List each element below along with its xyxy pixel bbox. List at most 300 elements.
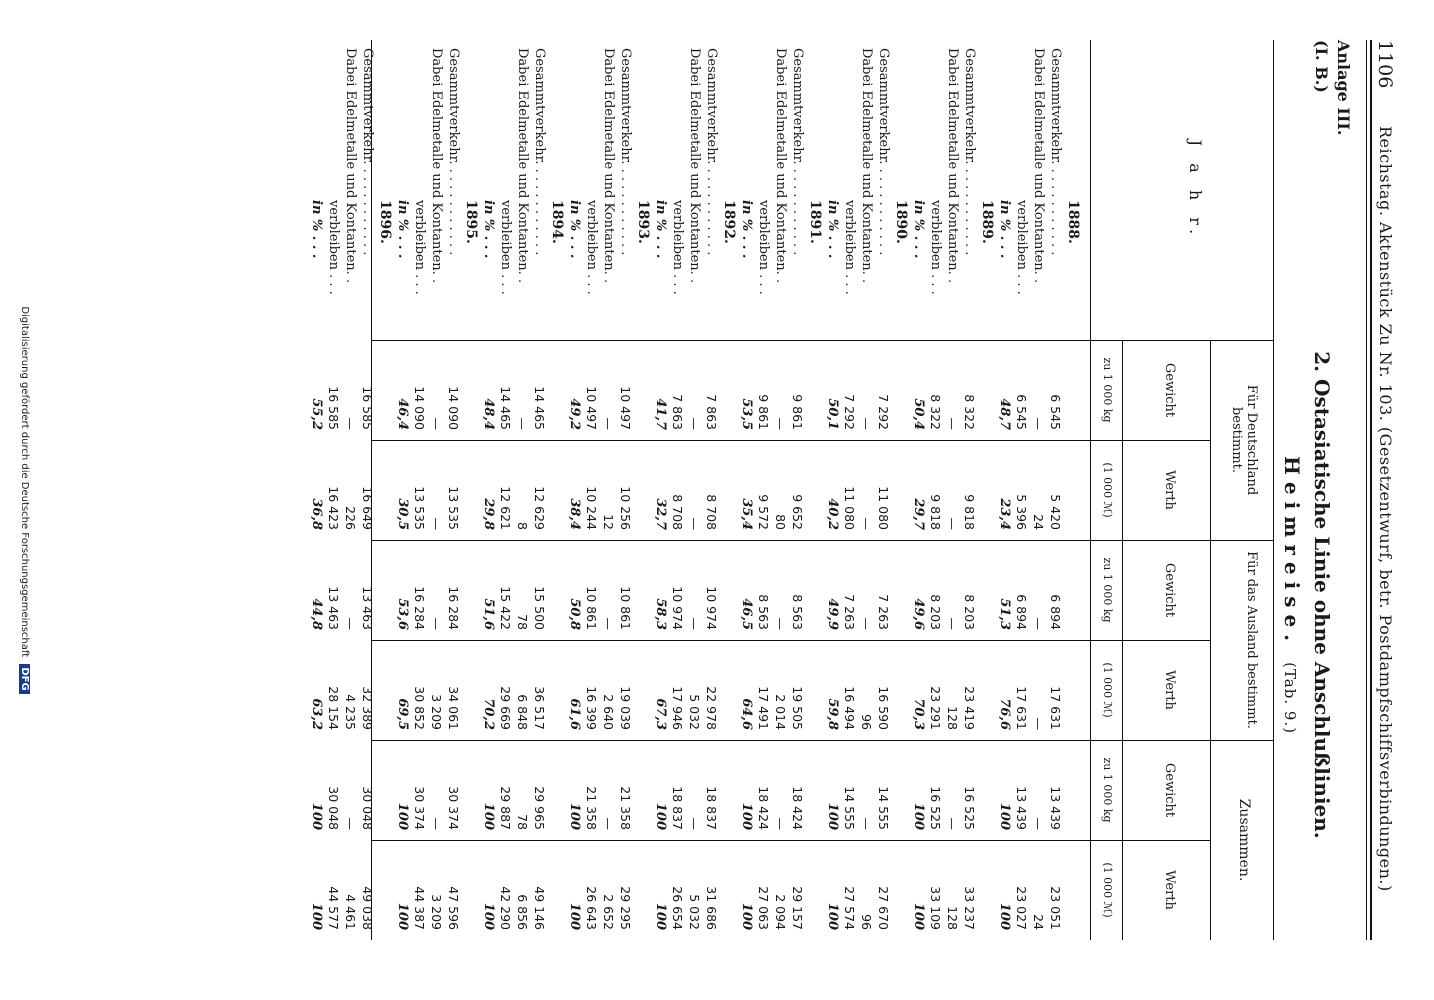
table-row: [858, 40, 875, 940]
year-label: 1888.: [1065, 200, 1081, 244]
annex-line-1: Anlage III.: [1334, 40, 1353, 136]
table-row: [772, 40, 789, 940]
table-cell: 2 652: [601, 894, 616, 930]
label-verbleiben: verbleiben . . .: [326, 200, 341, 295]
table-cell: 30 048: [360, 786, 375, 830]
label-percent: in % . . .: [309, 200, 324, 259]
table-cell: 10 497: [584, 386, 599, 430]
table-cell: 18 424: [790, 786, 805, 830]
year-heading: [548, 40, 566, 940]
header-divider: [1091, 340, 1273, 341]
table-row: [686, 40, 703, 940]
table-cell: 35,4: [739, 498, 754, 530]
table-cell: 9 861: [756, 394, 771, 430]
label-edelmetalle: Dabei Edelmetalle und Kontanten. .: [1031, 48, 1046, 284]
label-verbleiben: verbleiben . . .: [498, 200, 513, 295]
table-cell: 33 109: [928, 886, 943, 930]
label-edelmetalle: Dabei Edelmetalle und Kontanten. .: [515, 48, 530, 284]
unit-werth: (1 000 ℳ): [1101, 662, 1114, 718]
table-row: [738, 40, 755, 940]
table-row: [308, 40, 325, 940]
table-row: [428, 40, 445, 940]
year-label: 1895.: [463, 200, 479, 244]
table-cell: 10 974: [670, 586, 685, 630]
table-cell: 13 439: [1014, 786, 1029, 830]
table-cell: 7 292: [876, 394, 891, 430]
table-row: [359, 40, 376, 940]
table-row: [583, 40, 600, 940]
table-row: [996, 40, 1013, 940]
year-label: 1889.: [979, 200, 995, 244]
table-cell: 2 014: [773, 694, 788, 730]
table-cell: 4 461: [343, 894, 358, 930]
table-cell: 18 424: [756, 786, 771, 830]
group-ausland: Für das Ausland bestimmt.: [1244, 551, 1259, 729]
table-cell: 6 545: [1048, 394, 1063, 430]
table-cell: —: [859, 817, 874, 830]
header-divider: [1091, 740, 1273, 741]
table-cell: 5 420: [1048, 494, 1063, 530]
dfg-logo: DFG: [19, 664, 30, 693]
table-cell: 61,6: [567, 698, 582, 730]
label-verbleiben: verbleiben . . .: [928, 200, 943, 295]
table-cell: 8 203: [962, 594, 977, 630]
table-cell: 6 848: [515, 694, 530, 730]
table-cell: —: [343, 817, 358, 830]
table-cell: —: [343, 617, 358, 630]
year-label: 1893.: [635, 200, 651, 244]
header-rule-thin: [1366, 40, 1367, 940]
table-cell: 14 465: [498, 386, 513, 430]
sub-gewicht: Gewicht: [1162, 562, 1177, 618]
table-cell: 36 517: [532, 686, 547, 730]
label-gesamtverkehr: Gesammtverkehr. . . . . . . . . . . .: [1048, 48, 1063, 256]
table-cell: 100: [653, 902, 668, 930]
table-row: [514, 40, 531, 940]
table-cell: 13 463: [360, 586, 375, 630]
year-heading: [978, 40, 996, 940]
label-verbleiben: verbleiben . . .: [584, 200, 599, 295]
table-cell: 16 649: [360, 486, 375, 530]
table-cell: 19 039: [618, 686, 633, 730]
table-cell: —: [945, 417, 960, 430]
table-cell: 48,4: [481, 398, 496, 430]
label-percent: in % . . .: [997, 200, 1012, 259]
table-cell: 100: [309, 902, 324, 930]
label-percent: in % . . .: [653, 200, 668, 259]
table-cell: 12: [601, 514, 616, 530]
table-cell: 16 399: [584, 686, 599, 730]
table-cell: 16 284: [446, 586, 461, 630]
table-row: [411, 40, 428, 940]
table-cell: 226: [343, 506, 358, 530]
table-cell: —: [1031, 817, 1046, 830]
table-cell: 6 894: [1014, 594, 1029, 630]
table-cell: 3 209: [429, 894, 444, 930]
table-cell: 15 422: [498, 586, 513, 630]
table-cell: 29 157: [790, 886, 805, 930]
table-cell: 69,5: [395, 698, 410, 730]
table-cell: 58,3: [653, 598, 668, 630]
table-cell: 10 861: [584, 586, 599, 630]
label-gesamtverkehr: Gesammtverkehr. . . . . . . . . . . .: [532, 48, 547, 256]
table-cell: —: [859, 417, 874, 430]
table-cell: 6 894: [1048, 594, 1063, 630]
table-cell: 29 295: [618, 886, 633, 930]
table-cell: 6 856: [515, 894, 530, 930]
label-percent: in % . . .: [739, 200, 754, 259]
table-cell: 46,4: [395, 398, 410, 430]
table-cell: 49,6: [911, 598, 926, 630]
year-label: 1896.: [377, 200, 393, 244]
table-cell: 23 027: [1014, 886, 1029, 930]
table-cell: 15 500: [532, 586, 547, 630]
table-cell: —: [945, 817, 960, 830]
subtitle-text: Heimreise.: [1280, 455, 1304, 649]
unit-werth: (1 000 ℳ): [1101, 462, 1114, 518]
table-title: 2. Ostasiatische Linie ohne Anschlußlinien.: [1310, 351, 1334, 839]
table-cell: 100: [481, 802, 496, 830]
table-row: [1047, 40, 1064, 940]
table-cell: 44 387: [412, 886, 427, 930]
table-cell: 17 491: [756, 686, 771, 730]
label-percent: in % . . .: [395, 200, 410, 259]
table-row: [1030, 40, 1047, 940]
table-cell: 13 535: [412, 486, 427, 530]
table-cell: 100: [911, 802, 926, 830]
table-cell: 16 494: [842, 686, 857, 730]
sub-werth: Werth: [1162, 670, 1177, 710]
label-edelmetalle: Dabei Edelmetalle und Kontanten. .: [945, 48, 960, 284]
table-cell: 8 563: [756, 594, 771, 630]
unit-werth: (1 000 ℳ): [1101, 862, 1114, 918]
table-row: [755, 40, 772, 940]
table-cell: 49 038: [360, 886, 375, 930]
table-cell: 96: [859, 714, 874, 730]
label-edelmetalle: Dabei Edelmetalle und Kontanten. .: [859, 48, 874, 284]
table-cell: 17 946: [670, 686, 685, 730]
table-cell: 128: [945, 906, 960, 930]
table-cell: 46,5: [739, 598, 754, 630]
table-row: [910, 40, 927, 940]
table-cell: 49,2: [567, 398, 582, 430]
year-label: 1894.: [549, 200, 565, 244]
table-cell: 38,4: [567, 498, 582, 530]
table-cell: 23 419: [962, 686, 977, 730]
table-cell: 128: [945, 706, 960, 730]
table-cell: 49,9: [825, 598, 840, 630]
unit-gewicht: zu 1 000 kg: [1101, 357, 1114, 423]
table-header: [1090, 40, 1273, 940]
table-cell: 64,6: [739, 698, 754, 730]
year-heading: [720, 40, 738, 940]
table-cell: —: [429, 417, 444, 430]
table-row: [342, 40, 359, 940]
table-cell: 8 203: [928, 594, 943, 630]
table-cell: 100: [395, 902, 410, 930]
table-cell: 30 048: [326, 786, 341, 830]
year-label: 1892.: [721, 200, 737, 244]
table-cell: 27 574: [842, 886, 857, 930]
table-cell: 48,7: [997, 398, 1012, 430]
statistics-table: [309, 40, 1274, 940]
table-cell: 12 621: [498, 486, 513, 530]
table-cell: 67,3: [653, 698, 668, 730]
table-row: [824, 40, 841, 940]
table-cell: 27 670: [876, 886, 891, 930]
label-percent: in % . . .: [567, 200, 582, 259]
table-cell: 50,1: [825, 398, 840, 430]
label-percent: in % . . .: [481, 200, 496, 259]
table-row: [669, 40, 686, 940]
table-cell: 8 322: [962, 394, 977, 430]
table-cell: —: [429, 517, 444, 530]
table-cell: 80: [773, 514, 788, 530]
sub-gewicht: Gewicht: [1162, 762, 1177, 818]
table-cell: 100: [997, 902, 1012, 930]
year-heading: [892, 40, 910, 940]
label-verbleiben: verbleiben . . .: [756, 200, 771, 295]
table-row: [927, 40, 944, 940]
label-percent: in % . . .: [911, 200, 926, 259]
table-cell: 18 837: [704, 786, 719, 830]
table-cell: 41,7: [653, 398, 668, 430]
table-cell: 13 439: [1048, 786, 1063, 830]
table-cell: 29,7: [911, 498, 926, 530]
table-cell: 12 629: [532, 486, 547, 530]
table-cell: 78: [515, 814, 530, 830]
table-row: [394, 40, 411, 940]
table-cell: 7 263: [876, 594, 891, 630]
col-jahr: J a h r.: [1186, 139, 1205, 241]
table-cell: 36,8: [309, 498, 324, 530]
table-cell: —: [859, 617, 874, 630]
table-row: [600, 40, 617, 940]
table-cell: —: [1031, 617, 1046, 630]
table-cell: —: [515, 417, 530, 430]
header-divider: [1091, 540, 1273, 541]
year-label: 1890.: [893, 200, 909, 244]
label-verbleiben: verbleiben . . .: [412, 200, 427, 295]
table-rows: [308, 40, 1082, 940]
table-cell: 2 094: [773, 894, 788, 930]
table-cell: 8 563: [790, 594, 805, 630]
table-cell: 96: [859, 914, 874, 930]
table-subtitle: [1280, 250, 1304, 940]
table-cell: 42 290: [498, 886, 513, 930]
sub-gewicht: Gewicht: [1162, 362, 1177, 418]
table-row: [1013, 40, 1030, 940]
table-cell: 10 497: [618, 386, 633, 430]
table-cell: —: [859, 517, 874, 530]
table-cell: 10 244: [584, 486, 599, 530]
table-row: [961, 40, 978, 940]
label-gesamtverkehr: Gesammtverkehr. . . . . . . . . . . .: [962, 48, 977, 256]
table-cell: —: [687, 417, 702, 430]
table-cell: 100: [825, 902, 840, 930]
table-cell: —: [773, 817, 788, 830]
year-heading: [806, 40, 824, 940]
table-cell: 9 572: [756, 494, 771, 530]
label-verbleiben: verbleiben . . .: [670, 200, 685, 295]
year-heading: [634, 40, 652, 940]
table-cell: 40,2: [825, 498, 840, 530]
table-cell: 29 887: [498, 786, 513, 830]
table-cell: 11 080: [876, 486, 891, 530]
table-cell: 16 423: [326, 486, 341, 530]
table-cell: 53,6: [395, 598, 410, 630]
table-cell: 100: [739, 902, 754, 930]
unit-gewicht: zu 1 000 kg: [1101, 757, 1114, 823]
group-deutschland: Für Deutschland bestimmt.: [1229, 384, 1259, 496]
table-cell: 7 863: [704, 394, 719, 430]
table-cell: 14 465: [532, 386, 547, 430]
table-cell: 9 652: [790, 494, 805, 530]
table-cell: 17 631: [1048, 686, 1063, 730]
table-cell: 5 396: [1014, 494, 1029, 530]
table-cell: 24: [1031, 914, 1046, 930]
table-cell: —: [773, 617, 788, 630]
table-cell: 49 146: [532, 886, 547, 930]
table-cell: 50,4: [911, 398, 926, 430]
table-cell: 3 209: [429, 694, 444, 730]
table-cell: 8 322: [928, 394, 943, 430]
table-row: [944, 40, 961, 940]
table-cell: 30 852: [412, 686, 427, 730]
table-cell: 2 640: [601, 694, 616, 730]
table-cell: —: [687, 817, 702, 830]
table-cell: 30,5: [395, 498, 410, 530]
label-gesamtverkehr: Gesammtverkehr. . . . . . . . . . . .: [360, 48, 375, 256]
label-gesamtverkehr: Gesammtverkehr. . . . . . . . . . . .: [446, 48, 461, 256]
table-cell: —: [1031, 417, 1046, 430]
label-verbleiben: verbleiben . . .: [1014, 200, 1029, 295]
table-cell: 7 263: [842, 594, 857, 630]
header-divider: [1210, 340, 1211, 940]
table-cell: 24: [1031, 514, 1046, 530]
table-row: [531, 40, 548, 940]
table-cell: 29 669: [498, 686, 513, 730]
table-cell: 16 525: [962, 786, 977, 830]
table-cell: 100: [739, 802, 754, 830]
table-cell: 9 818: [928, 494, 943, 530]
table-row: [703, 40, 720, 940]
table-cell: 100: [567, 902, 582, 930]
table-cell: —: [1031, 717, 1046, 730]
table-cell: 31 686: [704, 886, 719, 930]
table-cell: 17 631: [1014, 686, 1029, 730]
year-heading: [462, 40, 480, 940]
label-edelmetalle: Dabei Edelmetalle und Kontanten. .: [773, 48, 788, 284]
table-cell: 16 525: [928, 786, 943, 830]
table-cell: —: [601, 817, 616, 830]
table-row: [617, 40, 634, 940]
running-title: Reichstag. Aktenstück Zu Nr. 103. (Gesetzentwurf, betr. Postdampfschiffsverbindungen.): [1376, 126, 1395, 892]
table-cell: 8: [515, 522, 530, 530]
table-cell: 5 032: [687, 694, 702, 730]
annex-line-2: (I. B.): [1312, 40, 1331, 93]
table-cell: 29,8: [481, 498, 496, 530]
table-cell: —: [687, 617, 702, 630]
table-cell: 44 577: [326, 886, 341, 930]
year-label: 1891.: [807, 200, 823, 244]
table-cell: 10 256: [618, 486, 633, 530]
page-header: [1370, 40, 1400, 940]
label-verbleiben: verbleiben . . .: [842, 200, 857, 295]
table-cell: 22 978: [704, 686, 719, 730]
table-cell: 11 080: [842, 486, 857, 530]
unit-gewicht: zu 1 000 kg: [1101, 557, 1114, 623]
table-row: [445, 40, 462, 940]
annex-label: [1310, 40, 1354, 135]
table-cell: 30 374: [412, 786, 427, 830]
table-cell: 5 032: [687, 894, 702, 930]
table-row: [497, 40, 514, 940]
label-edelmetalle: Dabei Edelmetalle und Kontanten. .: [601, 48, 616, 284]
table-cell: —: [601, 617, 616, 630]
table-cell: 50,8: [567, 598, 582, 630]
table-cell: 76,6: [997, 698, 1012, 730]
table-row: [480, 40, 497, 940]
table-cell: —: [343, 417, 358, 430]
label-gesamtverkehr: Gesammtverkehr. . . . . . . . . . . .: [876, 48, 891, 256]
table-row: [325, 40, 342, 940]
table-cell: 16 585: [360, 386, 375, 430]
label-gesamtverkehr: Gesammtverkehr. . . . . . . . . . . .: [618, 48, 633, 256]
table-row: [841, 40, 858, 940]
table-cell: 18 837: [670, 786, 685, 830]
table-cell: 47 596: [446, 886, 461, 930]
table-cell: 16 284: [412, 586, 427, 630]
table-cell: 51,3: [997, 598, 1012, 630]
label-edelmetalle: Dabei Edelmetalle und Kontanten. .: [429, 48, 444, 284]
table-row: [875, 40, 892, 940]
table-cell: 100: [653, 802, 668, 830]
table-cell: 59,8: [825, 698, 840, 730]
table-cell: 29 965: [532, 786, 547, 830]
table-row: [789, 40, 806, 940]
table-cell: 23 291: [928, 686, 943, 730]
table-body: [309, 40, 1090, 940]
table-cell: 100: [567, 802, 582, 830]
table-cell: 21 358: [584, 786, 599, 830]
table-cell: 9 861: [790, 394, 805, 430]
year-heading: [376, 40, 394, 940]
sub-werth: Werth: [1162, 870, 1177, 910]
table-cell: 70,2: [481, 698, 496, 730]
table-cell: 9 818: [962, 494, 977, 530]
header-rule-thick: [1370, 40, 1372, 940]
table-cell: 100: [309, 802, 324, 830]
table-cell: 26 643: [584, 886, 599, 930]
table-cell: 10 861: [618, 586, 633, 630]
table-cell: 8 708: [670, 494, 685, 530]
table-cell: 33 237: [962, 886, 977, 930]
table-cell: 53,5: [739, 398, 754, 430]
tab-reference: (Tab. 9.): [1281, 662, 1299, 735]
table-cell: 13 535: [446, 486, 461, 530]
digitization-note: [19, 0, 30, 1000]
table-cell: 32,7: [653, 498, 668, 530]
table-cell: 4 235: [343, 694, 358, 730]
table-cell: 19 505: [790, 686, 805, 730]
label-edelmetalle: Dabei Edelmetalle und Kontanten. .: [687, 48, 702, 284]
group-zusammen: Zusammen.: [1236, 798, 1252, 882]
table-cell: 21 358: [618, 786, 633, 830]
table-cell: 23,4: [997, 498, 1012, 530]
table-cell: 23 051: [1048, 886, 1063, 930]
label-gesamtverkehr: Gesammtverkehr. . . . . . . . . . . .: [790, 48, 805, 256]
